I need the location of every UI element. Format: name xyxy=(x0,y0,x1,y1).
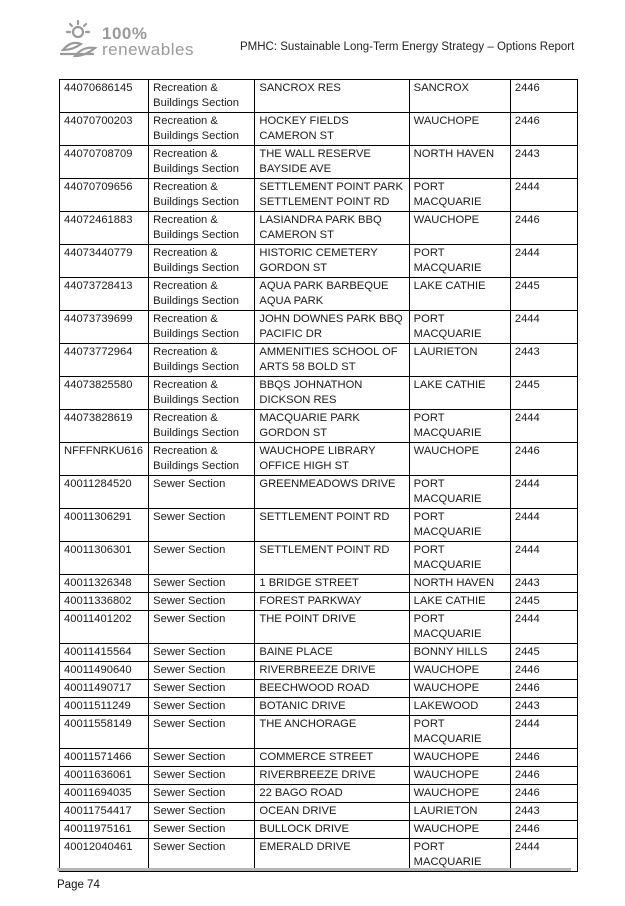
suburb-cell: PORT MACQUARIE xyxy=(409,179,510,212)
postcode-cell: 2444 xyxy=(510,311,577,344)
table-row xyxy=(60,80,578,113)
section-cell: Sewer Section xyxy=(149,767,255,785)
suburb-cell: LAKE CATHIE xyxy=(409,377,510,410)
table-row xyxy=(60,698,578,716)
table-row xyxy=(60,821,578,839)
section-cell: Sewer Section xyxy=(149,575,255,593)
site-address-cell: AMMENITIES SCHOOL OF ARTS 58 BOLD ST xyxy=(255,344,409,377)
suburb-cell: PORT MACQUARIE xyxy=(409,410,510,443)
section-cell: Sewer Section xyxy=(149,611,255,644)
site-address-cell: LASIANDRA PARK BBQ CAMERON ST xyxy=(255,212,409,245)
section-cell: Recreation & Buildings Section xyxy=(149,146,255,179)
table-row xyxy=(60,245,578,278)
section-cell: Recreation & Buildings Section xyxy=(149,344,255,377)
suburb-cell: WAUCHOPE xyxy=(409,767,510,785)
table-row xyxy=(60,575,578,593)
postcode-cell: 2444 xyxy=(510,542,577,575)
postcode-cell: 2446 xyxy=(510,767,577,785)
suburb-cell: LAKE CATHIE xyxy=(409,278,510,311)
account-number-cell: 40011306301 xyxy=(60,542,149,575)
account-number-cell: 40011558149 xyxy=(60,716,149,749)
suburb-cell: PORT MACQUARIE xyxy=(409,611,510,644)
postcode-cell: 2446 xyxy=(510,821,577,839)
account-number-cell: 44073728413 xyxy=(60,278,149,311)
account-number-cell: 44073828619 xyxy=(60,410,149,443)
site-address-cell: SETTLEMENT POINT RD xyxy=(255,509,409,542)
site-address-cell: 1 BRIDGE STREET xyxy=(255,575,409,593)
site-address-cell: MACQUARIE PARK GORDON ST xyxy=(255,410,409,443)
sites-table xyxy=(59,79,578,872)
account-number-cell: 40011754417 xyxy=(60,803,149,821)
report-title: PMHC: Sustainable Long-Term Energy Strategy – Options Report xyxy=(240,41,575,53)
account-number-cell: 44072461883 xyxy=(60,212,149,245)
suburb-cell: WAUCHOPE xyxy=(409,212,510,245)
section-cell: Recreation & Buildings Section xyxy=(149,179,255,212)
account-number-cell: 40012040461 xyxy=(60,839,149,872)
account-number-cell: 40011490640 xyxy=(60,662,149,680)
table-row xyxy=(60,680,578,698)
section-cell: Recreation & Buildings Section xyxy=(149,245,255,278)
account-number-cell: 40011415564 xyxy=(60,644,149,662)
site-address-cell: BOTANIC DRIVE xyxy=(255,698,409,716)
postcode-cell: 2444 xyxy=(510,716,577,749)
table-row xyxy=(60,278,578,311)
suburb-cell: WAUCHOPE xyxy=(409,821,510,839)
postcode-cell: 2443 xyxy=(510,344,577,377)
site-address-cell: THE ANCHORAGE xyxy=(255,716,409,749)
section-cell: Sewer Section xyxy=(149,593,255,611)
suburb-cell: NORTH HAVEN xyxy=(409,146,510,179)
section-cell: Recreation & Buildings Section xyxy=(149,410,255,443)
page-number: Page 74 xyxy=(57,879,100,891)
table-row xyxy=(60,767,578,785)
table-row xyxy=(60,476,578,509)
site-address-cell: 22 BAGO ROAD xyxy=(255,785,409,803)
table-row xyxy=(60,509,578,542)
postcode-cell: 2443 xyxy=(510,575,577,593)
table-row xyxy=(60,839,578,872)
table-row xyxy=(60,542,578,575)
postcode-cell: 2444 xyxy=(510,611,577,644)
site-address-cell: JOHN DOWNES PARK BBQ PACIFIC DR xyxy=(255,311,409,344)
postcode-cell: 2446 xyxy=(510,212,577,245)
account-number-cell: 44073772964 xyxy=(60,344,149,377)
table-row xyxy=(60,716,578,749)
footer-divider xyxy=(57,868,571,871)
suburb-cell: LAURIETON xyxy=(409,803,510,821)
section-cell: Recreation & Buildings Section xyxy=(149,311,255,344)
section-cell: Sewer Section xyxy=(149,803,255,821)
postcode-cell: 2444 xyxy=(510,476,577,509)
table-row xyxy=(60,749,578,767)
site-address-cell: HISTORIC CEMETERY GORDON ST xyxy=(255,245,409,278)
section-cell: Recreation & Buildings Section xyxy=(149,80,255,113)
postcode-cell: 2445 xyxy=(510,278,577,311)
suburb-cell: PORT MACQUARIE xyxy=(409,509,510,542)
account-number-cell: 40011975161 xyxy=(60,821,149,839)
account-number-cell: 40011284520 xyxy=(60,476,149,509)
account-number-cell: 40011401202 xyxy=(60,611,149,644)
account-number-cell: 44070700203 xyxy=(60,113,149,146)
postcode-cell: 2444 xyxy=(510,839,577,872)
table-row xyxy=(60,311,578,344)
section-cell: Sewer Section xyxy=(149,476,255,509)
section-cell: Sewer Section xyxy=(149,698,255,716)
suburb-cell: PORT MACQUARIE xyxy=(409,245,510,278)
site-address-cell: SANCROX RES xyxy=(255,80,409,113)
site-address-cell: SETTLEMENT POINT RD xyxy=(255,542,409,575)
table-row xyxy=(60,146,578,179)
section-cell: Sewer Section xyxy=(149,839,255,872)
section-cell: Sewer Section xyxy=(149,542,255,575)
page-header xyxy=(0,0,625,80)
table-row xyxy=(60,611,578,644)
postcode-cell: 2445 xyxy=(510,593,577,611)
site-address-cell: SETTLEMENT POINT PARK SETTLEMENT POINT RD xyxy=(255,179,409,212)
suburb-cell: WAUCHOPE xyxy=(409,662,510,680)
table-row xyxy=(60,803,578,821)
postcode-cell: 2444 xyxy=(510,509,577,542)
suburb-cell: LAKE CATHIE xyxy=(409,593,510,611)
suburb-cell: LAKEWOOD xyxy=(409,698,510,716)
suburb-cell: PORT MACQUARIE xyxy=(409,476,510,509)
section-cell: Sewer Section xyxy=(149,662,255,680)
account-number-cell: 40011490717 xyxy=(60,680,149,698)
site-address-cell: BBQS JOHNATHON DICKSON RES xyxy=(255,377,409,410)
account-number-cell: 40011306291 xyxy=(60,509,149,542)
postcode-cell: 2446 xyxy=(510,443,577,476)
table-row xyxy=(60,443,578,476)
table-row xyxy=(60,785,578,803)
site-address-cell: THE POINT DRIVE xyxy=(255,611,409,644)
section-cell: Recreation & Buildings Section xyxy=(149,113,255,146)
section-cell: Recreation & Buildings Section xyxy=(149,377,255,410)
table-row xyxy=(60,662,578,680)
section-cell: Sewer Section xyxy=(149,680,255,698)
table-row xyxy=(60,377,578,410)
suburb-cell: WAUCHOPE xyxy=(409,443,510,476)
table-row xyxy=(60,113,578,146)
table-row xyxy=(60,593,578,611)
suburb-cell: LAURIETON xyxy=(409,344,510,377)
site-address-cell: EMERALD DRIVE xyxy=(255,839,409,872)
section-cell: Recreation & Buildings Section xyxy=(149,212,255,245)
account-number-cell: 44073440779 xyxy=(60,245,149,278)
account-number-cell: 40011694035 xyxy=(60,785,149,803)
suburb-cell: WAUCHOPE xyxy=(409,785,510,803)
suburb-cell: PORT MACQUARIE xyxy=(409,542,510,575)
table-row xyxy=(60,179,578,212)
suburb-cell: SANCROX xyxy=(409,80,510,113)
site-address-cell: FOREST PARKWAY xyxy=(255,593,409,611)
section-cell: Recreation & Buildings Section xyxy=(149,278,255,311)
site-address-cell: BULLOCK DRIVE xyxy=(255,821,409,839)
site-address-cell: WAUCHOPE LIBRARY OFFICE HIGH ST xyxy=(255,443,409,476)
site-address-cell: OCEAN DRIVE xyxy=(255,803,409,821)
site-address-cell: AQUA PARK BARBEQUE AQUA PARK xyxy=(255,278,409,311)
account-number-cell: 40011571466 xyxy=(60,749,149,767)
postcode-cell: 2446 xyxy=(510,80,577,113)
logo-text-renewables: renewables xyxy=(102,40,194,59)
suburb-cell: PORT MACQUARIE xyxy=(409,311,510,344)
postcode-cell: 2446 xyxy=(510,113,577,146)
site-address-cell: HOCKEY FIELDS CAMERON ST xyxy=(255,113,409,146)
suburb-cell: NORTH HAVEN xyxy=(409,575,510,593)
suburb-cell: BONNY HILLS xyxy=(409,644,510,662)
sun-leaf-logo-icon xyxy=(57,20,99,60)
table-row xyxy=(60,344,578,377)
postcode-cell: 2444 xyxy=(510,410,577,443)
postcode-cell: 2446 xyxy=(510,749,577,767)
postcode-cell: 2446 xyxy=(510,785,577,803)
account-number-cell: 44073825580 xyxy=(60,377,149,410)
site-address-cell: BAINE PLACE xyxy=(255,644,409,662)
table-row xyxy=(60,410,578,443)
account-number-cell: 40011636061 xyxy=(60,767,149,785)
site-address-cell: GREENMEADOWS DRIVE xyxy=(255,476,409,509)
postcode-cell: 2443 xyxy=(510,803,577,821)
logo xyxy=(57,18,207,64)
account-number-cell: 44070709656 xyxy=(60,179,149,212)
site-address-cell: BEECHWOOD ROAD xyxy=(255,680,409,698)
section-cell: Sewer Section xyxy=(149,716,255,749)
account-number-cell: 40011511249 xyxy=(60,698,149,716)
site-address-cell: RIVERBREEZE DRIVE xyxy=(255,662,409,680)
postcode-cell: 2446 xyxy=(510,680,577,698)
postcode-cell: 2444 xyxy=(510,179,577,212)
section-cell: Sewer Section xyxy=(149,509,255,542)
table-row xyxy=(60,212,578,245)
account-number-cell: NFFFNRKU616 xyxy=(60,443,149,476)
section-cell: Sewer Section xyxy=(149,785,255,803)
postcode-cell: 2446 xyxy=(510,662,577,680)
postcode-cell: 2443 xyxy=(510,146,577,179)
sites-table-body xyxy=(60,80,578,872)
site-address-cell: COMMERCE STREET xyxy=(255,749,409,767)
suburb-cell: WAUCHOPE xyxy=(409,113,510,146)
postcode-cell: 2445 xyxy=(510,377,577,410)
account-number-cell: 40011326348 xyxy=(60,575,149,593)
suburb-cell: PORT MACQUARIE xyxy=(409,839,510,872)
section-cell: Sewer Section xyxy=(149,644,255,662)
site-address-cell: THE WALL RESERVE BAYSIDE AVE xyxy=(255,146,409,179)
logo-text-100: 100% xyxy=(102,24,148,43)
suburb-cell: PORT MACQUARIE xyxy=(409,716,510,749)
account-number-cell: 44070686145 xyxy=(60,80,149,113)
account-number-cell: 44073739699 xyxy=(60,311,149,344)
section-cell: Sewer Section xyxy=(149,821,255,839)
account-number-cell: 44070708709 xyxy=(60,146,149,179)
section-cell: Sewer Section xyxy=(149,749,255,767)
suburb-cell: WAUCHOPE xyxy=(409,680,510,698)
postcode-cell: 2444 xyxy=(510,245,577,278)
suburb-cell: WAUCHOPE xyxy=(409,749,510,767)
table-row xyxy=(60,644,578,662)
section-cell: Recreation & Buildings Section xyxy=(149,443,255,476)
postcode-cell: 2443 xyxy=(510,698,577,716)
account-number-cell: 40011336802 xyxy=(60,593,149,611)
site-address-cell: RIVERBREEZE DRIVE xyxy=(255,767,409,785)
postcode-cell: 2445 xyxy=(510,644,577,662)
